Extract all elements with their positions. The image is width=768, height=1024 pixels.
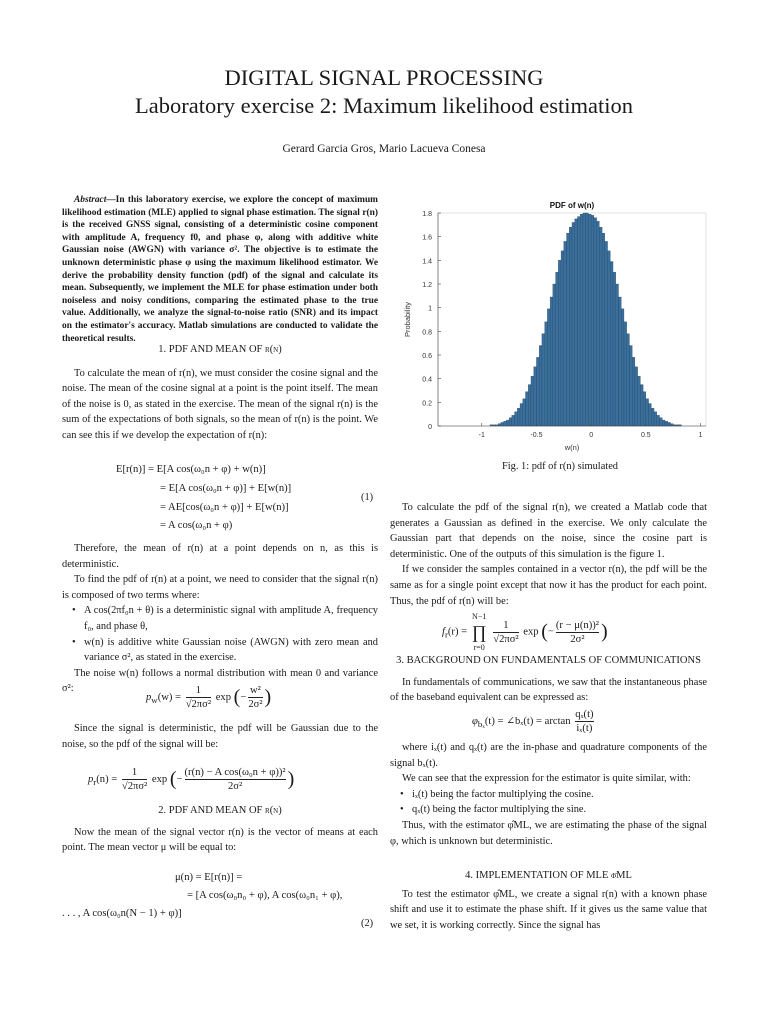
histogram-bar <box>640 385 643 426</box>
histogram-bar <box>539 346 542 426</box>
histogram-bar <box>517 408 520 426</box>
histogram-bar <box>602 233 605 426</box>
histogram-bar <box>501 422 504 426</box>
chart-title: PDF of w(n) <box>549 201 595 210</box>
eq-fr: $f_r(r)$ = N−1 ∏ r=0 $\frac{1}{\text{√2πσ²}}$ exp (− $\frac{\text{(r − μ(n))²}}{\text{2σ²}}$ ) <box>442 612 608 652</box>
x-axis-label: w(n) <box>564 443 580 452</box>
histogram-bar <box>591 215 594 426</box>
histogram-bar <box>506 420 509 426</box>
abstract-text: —In this laboratory exercise, we explore the concept of maximum likelihood estimation (MLE) applied to signal phase estimation. The signal r(n) is the received GNSS signal, consisting of a deterministic cosine component with amplitude A, frequency f0, and phase φ, along with additive white Gaussian noise (AWGN) with variance σ². The objective is to estimate the unknown deterministic phase φ using the maximum likelihood estimator. We derive the probability density function (pdf) of the signal and calculate its mean. Subsequently, we implement the MLE for phase estimation under both noiseless and noisy conditions, comparing the estimated phase to the true value. Additionally, we analyze the signal-to-noise ratio (SNR) and its impact on the estimator's accuracy. Matlab simulations are conducted to validate the theoretical results. <box>62 195 378 344</box>
section3-para3: We can see that the expression for the estimator is quite similar, with: <box>402 773 691 785</box>
histogram-bar <box>657 415 660 426</box>
histogram-bar <box>561 251 564 426</box>
histogram-bar <box>558 260 561 426</box>
histogram-bar <box>654 412 657 426</box>
histogram-bar <box>610 262 613 426</box>
histogram-bar <box>536 357 539 426</box>
section2-heading: 2. PDF AND MEAN OF r(n) <box>158 805 282 816</box>
histogram-bar <box>528 385 531 426</box>
section3-bullet2: • qₓ(t) being the factor multiplying the sine. <box>390 802 707 818</box>
histogram-bar <box>599 227 602 426</box>
histogram-bar <box>520 404 523 426</box>
histogram-bar <box>572 222 575 426</box>
histogram-bar <box>547 309 550 426</box>
section1-bullet2: • w(n) is additive white Gaussian noise (AWGN) with zero mean and variance σ², as stated in the exercise. <box>62 635 378 666</box>
histogram-bar <box>556 272 559 426</box>
y-tick-label: 1 <box>428 305 432 313</box>
eq-pr: $p_r(n)$ = $\frac{1}{\text{√2πσ²}}$ exp (− $\frac{\text{(r(n) − A cos(ω₀n + φ))²}}{\text{2σ²}}$ ) <box>88 767 295 792</box>
histogram-bar <box>567 233 570 426</box>
histogram-bar <box>523 399 526 426</box>
section4-heading: 4. IMPLEMENTATION OF MLE φ̂ML <box>465 870 632 881</box>
eq1-line1: E[r(n)] = E[A cos(ω₀n + φ) + w(n)] <box>116 464 266 475</box>
histogram-bar <box>643 392 646 426</box>
right-col-paras <box>390 500 707 609</box>
histogram-bar <box>542 334 545 426</box>
histogram-bar <box>504 421 507 426</box>
histogram-bar <box>624 322 627 426</box>
y-tick-label: 0.6 <box>422 353 432 360</box>
histogram-bar <box>660 418 663 426</box>
section1-para1: To calculate the mean of r(n), we must consider the cosine signal and the noise. The mean of the cosine signal at a point is the point itself. The mean of the noise is 0, as stated in the exercise. The mean of the signal r(n) is the sum of the expectations of both signals, so the mean of r(n) is the point. We can see this if we develop the expectation of r(n): <box>62 367 378 441</box>
histogram-bar <box>534 367 537 426</box>
y-tick-label: 0.4 <box>422 376 432 384</box>
x-tick-label: 1 <box>698 432 703 439</box>
histogram-bar <box>575 219 578 426</box>
section4-para1: To test the estimator φ̂ML, we create a signal r(n) with a known phase shift and use it to estimate the phase shift. If it gives us the same value that we set, it is working correctly. Since the signal has <box>390 888 707 931</box>
histogram-bar <box>605 241 608 426</box>
section3-body <box>390 740 707 849</box>
figure-caption: Fig. 1: pdf of r(n) simulated <box>501 461 618 472</box>
histogram-bar <box>597 221 600 426</box>
histogram-bar <box>627 334 630 426</box>
x-tick-label: -0.5 <box>530 432 543 439</box>
histogram-bar <box>564 241 567 426</box>
histogram-bar <box>621 309 624 426</box>
pdf-histogram-chart <box>396 196 716 456</box>
histogram-bar <box>608 251 611 426</box>
histogram-bar <box>651 408 654 426</box>
histogram-bar <box>577 217 580 426</box>
section3-heading: 3. BACKGROUND ON FUNDAMENTALS OF COMMUNICATIONS <box>396 655 701 666</box>
eq2-line3: . . . , A cos(ω₀n(N − 1) + φ)] <box>62 908 182 919</box>
section1-para3: To find the pdf of r(n) at a point, we need to consider that the signal r(n) is composed of two terms where: <box>62 574 378 601</box>
histogram-bar <box>618 297 621 426</box>
eq1-line2: = E[A cos(ω₀n + φ)] + E[w(n)] <box>160 483 292 494</box>
eq1-line4: = A cos(ω₀n + φ) <box>160 520 233 531</box>
histogram-bar <box>670 424 673 426</box>
histogram-bar <box>662 420 665 426</box>
x-tick-label: 0.5 <box>640 432 651 439</box>
paper-title-line2: Laboratory exercise 2: Maximum likelihood estimation <box>135 93 633 118</box>
y-tick-label: 0.2 <box>422 400 432 408</box>
eq2-number: (2) <box>361 918 374 929</box>
section2 <box>62 803 378 856</box>
histogram-bar <box>553 284 556 426</box>
y-tick-label: 1.2 <box>422 282 432 289</box>
histogram-bar <box>583 213 586 426</box>
histogram-bar <box>586 213 589 426</box>
histogram-bar <box>594 218 597 426</box>
eq-pw: $p_w(w)$ = $\frac{1}{\text{√2πσ²}}$ exp (− $\frac{\text{w²}}{\text{2σ²}}$ ) <box>146 685 272 710</box>
x-tick-label: 0 <box>589 432 594 439</box>
histogram-bar <box>613 272 616 426</box>
abstract <box>62 194 378 345</box>
histogram-bar <box>545 322 548 426</box>
section3-para4: Thus, with the estimator φ̂ML, we are estimating the phase of the signal φ, which is unknown but deterministic. <box>390 819 707 847</box>
section1-mid <box>62 541 378 697</box>
section1-heading: 1. PDF AND MEAN OF r(n) <box>158 344 282 355</box>
y-tick-label: 0.8 <box>422 329 432 337</box>
section3-para1: In fundamentals of communications, we saw that the instantaneous phase of the baseband equivalent can be expressed as: <box>390 676 707 704</box>
right-para2: If we consider the samples contained in a vector r(n), the pdf will be the same as for a single point except that now it has the product for each point. Thus, the pdf of r(n) will be: <box>390 564 707 607</box>
y-tick-label: 1.6 <box>422 234 432 242</box>
eq2-line1: μ(n) = E[r(n)] = <box>175 872 243 883</box>
section3 <box>390 653 707 706</box>
right-para1: To calculate the pdf of the signal r(n), we created a Matlab code that generates a Gaussian as defined in the exercise. We only calculate the Gaussian part that depends on the noise, since the cosine part is deterministic. One of the outputs of this simulation is the figure 1. <box>390 502 707 560</box>
section1-bullet1: • A cos(2πf₀n + θ) is a deterministic signal with amplitude A, frequency f₀, and phase θ, <box>62 603 378 634</box>
histogram-bar <box>668 422 671 426</box>
section1-para4: The noise w(n) follows a normal distribution with mean 0 and variance σ²: <box>62 667 378 695</box>
section1-para5: Since the signal is deterministic, the pdf will be Gaussian due to the noise, so the pdf of the signal will be: <box>62 723 378 750</box>
histogram-bar <box>531 376 534 426</box>
histogram-bar <box>569 227 572 426</box>
section3-para2: where iₓ(t) and qₓ(t) are the in-phase and quadrature components of the signal bₓ(t). <box>390 742 707 769</box>
histogram-bar <box>629 346 632 426</box>
histogram-bar <box>635 367 638 426</box>
paper-title-line1: DIGITAL SIGNAL PROCESSING <box>224 65 544 90</box>
eq2-line2: = [A cos(ω₀n₀ + φ), A cos(ω₀n₁ + φ), <box>187 890 343 901</box>
eq1-number: (1) <box>361 492 374 503</box>
y-tick-label: 1.4 <box>422 258 432 266</box>
section1-para5-wrap <box>62 721 378 752</box>
histogram-bar <box>526 392 529 426</box>
y-tick-label: 1.8 <box>422 211 432 218</box>
y-tick-label: 0 <box>428 424 432 431</box>
y-axis-label: Probability <box>403 301 412 338</box>
x-tick-label: -1 <box>478 432 485 439</box>
section4 <box>390 868 707 933</box>
histogram-bar <box>638 376 641 426</box>
histogram-bar <box>632 357 635 426</box>
histogram-bar <box>509 418 512 426</box>
histogram-bar <box>580 214 583 426</box>
histogram-bar <box>512 415 515 426</box>
eq1-line3: = AE[cos(ω₀n + φ)] + E[w(n)] <box>160 502 289 513</box>
histogram-bar <box>550 297 553 426</box>
histogram-bar <box>649 404 652 426</box>
section2-para1: Now the mean of the signal vector r(n) is the vector of means at each point. The mean vector μ will be equal to: <box>62 826 378 854</box>
authors: Gerard Garcia Gros, Mario Lacueva Conesa <box>282 143 486 155</box>
histogram-bar <box>616 284 619 426</box>
section3-bullet1: • iₓ(t) being the factor multiplying the cosine. <box>390 787 707 803</box>
section1-para2: Therefore, the mean of r(n) at a point depends on n, as this is deterministic. <box>62 543 378 570</box>
histogram-bar <box>515 412 518 426</box>
eq-phi: $\varphi_{b_x}(t)$ = ∠bₓ(t) = arctan $\frac{\text{qₓ(t)}}{\text{iₓ(t)}}$ <box>472 709 594 734</box>
histogram-bar <box>665 421 668 426</box>
histogram-bar <box>498 424 501 426</box>
histogram-bar <box>588 214 591 426</box>
section1-top <box>62 342 378 444</box>
abstract-label: Abstract <box>74 195 107 205</box>
histogram-bar <box>646 399 649 426</box>
